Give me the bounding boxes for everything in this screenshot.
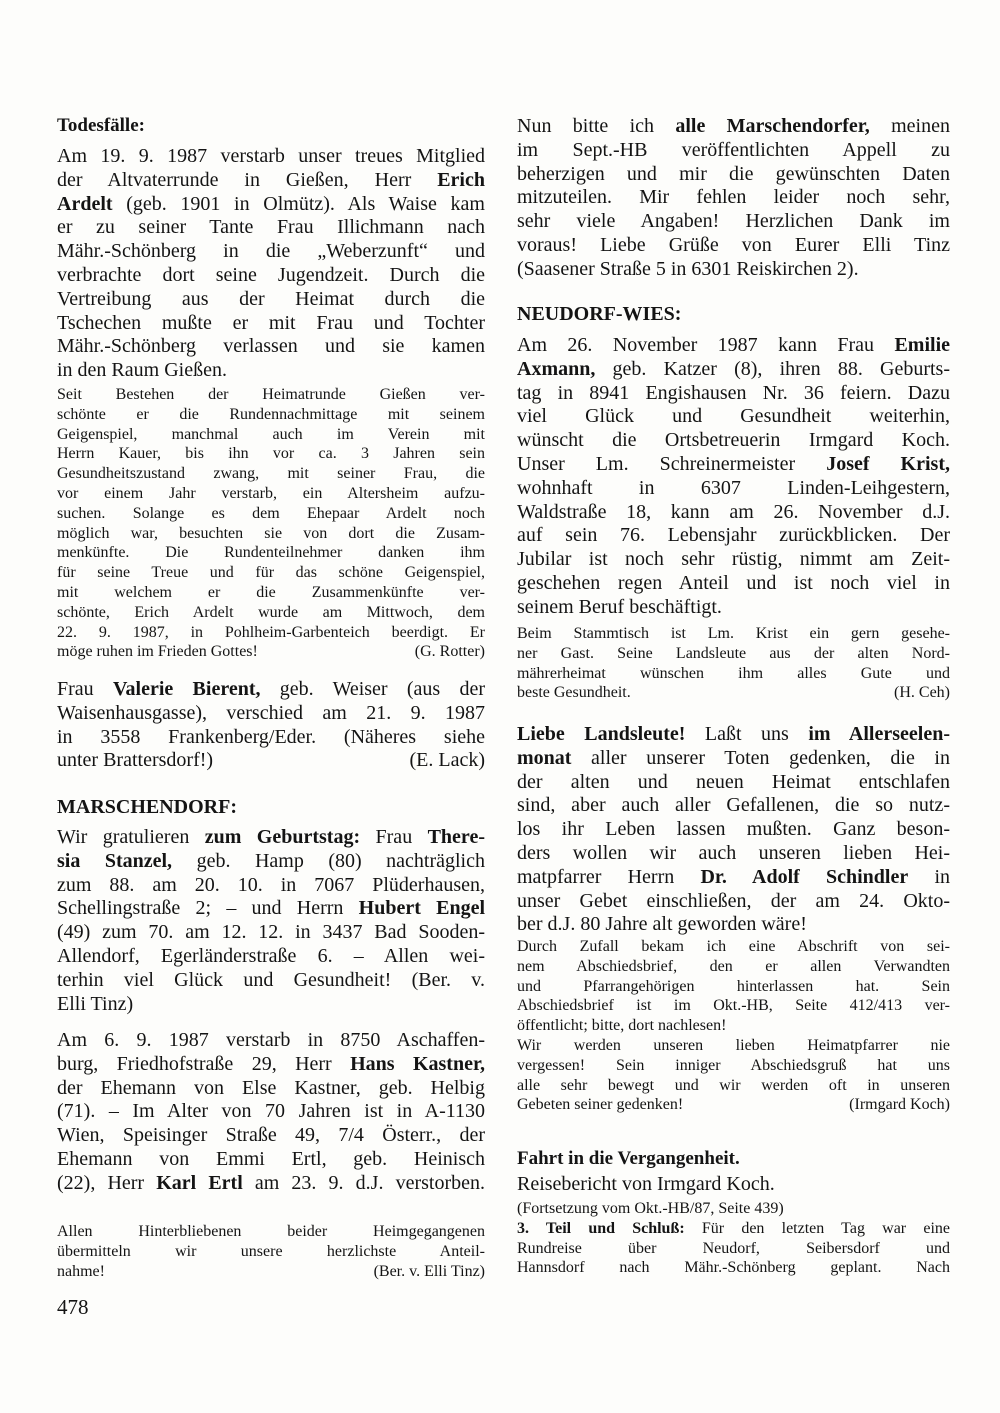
text-run: Rundreise über Neudorf, Seibersdorf und (517, 1239, 950, 1257)
text-run: Für den letzten Tag war eine (684, 1219, 950, 1237)
text-line (57, 921, 485, 945)
text-run: Tschechen mußte er mit Frau und Tochter (57, 311, 485, 334)
paragraph-fortsetzung (517, 1199, 950, 1278)
text-line (57, 216, 485, 240)
text-run: Wir gratulieren (57, 826, 205, 848)
bold-text-run: monat (517, 746, 572, 769)
text-line (517, 1199, 950, 1219)
text-run: nahme! (57, 1262, 105, 1280)
text-run: mit welchem er die Zusammenkünfte ver- (57, 583, 485, 601)
text-run: (Saasener Straße 5 in 6301 Reiskirchen 2). (517, 257, 859, 280)
text-run: Allendorf, Egerländerstraße 6. – Allen wei- (57, 944, 485, 967)
text-line (517, 334, 950, 358)
text-run: Am 6. 9. 1987 verstarb in 8750 Aschaffen- (57, 1029, 485, 1051)
text-line (517, 1036, 950, 1056)
text-run: öffentlicht; bitte, dort nachlesen! (517, 1017, 727, 1035)
text-run: Unser Lm. Schreinermeister (517, 452, 827, 475)
text-run: verbrachte dort seine Jugendzeit. Durch die (57, 263, 485, 286)
text-run: sehr viele Angaben! Herzlichen Dank im (517, 210, 950, 233)
text-line (57, 1029, 485, 1053)
text-run: ders wollen wir auch unseren lieben Hei- (517, 841, 950, 864)
text-line (57, 425, 485, 445)
paragraph-hinterbliebenen (57, 1222, 485, 1281)
section-heading-marschendorf: MARSCHENDORF: (57, 796, 237, 818)
bold-text-run: zum Geburtstag: (204, 826, 361, 848)
text-run: (22), Herr (57, 1171, 157, 1194)
text-run: beherzigen und mir die gewünschten Daten (517, 162, 950, 185)
text-line (57, 524, 485, 544)
text-run: Beim Stammtisch ist Lm. Krist ein gern gesehe- (517, 625, 950, 642)
text-line (57, 444, 485, 464)
text-line (57, 484, 485, 504)
bold-text-run: sia Stanzel, (57, 849, 173, 872)
text-run: unter Brattersdorf!) (57, 749, 214, 772)
section-heading-todesfaelle: Todesfälle: (57, 115, 145, 136)
text-run: geschehen regen Anteil und ist noch viel in (517, 571, 950, 594)
text-line (517, 210, 950, 234)
bold-text-run: Hubert Engel (358, 897, 485, 920)
bold-text-run: Valerie Bierent, (112, 678, 261, 700)
text-run: möge ruhen im Frieden Gottes! (57, 643, 258, 661)
text-run: schönte, Erich Ardelt wurde am Mittwoch, dem (57, 603, 485, 621)
text-run: in (908, 865, 950, 888)
text-run: übermitteln wir unsere herzlichste Anteil- (57, 1242, 485, 1260)
text-line (517, 163, 950, 187)
text-line (517, 683, 950, 703)
text-run: sind, aber auch aller Gefallenen, die so nutz- (517, 794, 950, 817)
text-line (57, 464, 485, 484)
text-line (57, 726, 485, 750)
text-run: vergessen! Sein inniger Abschiedsgruß hat uns (517, 1056, 950, 1074)
text-line (517, 139, 950, 163)
text-line (517, 429, 950, 453)
text-line (517, 977, 950, 997)
text-line (517, 794, 950, 818)
bold-text-run: Ardelt (57, 192, 113, 215)
text-run: in den Raum Gießen. (57, 359, 227, 382)
paragraph-stammtisch (517, 624, 950, 703)
text-run: burg, Friedhofstraße 29, Herr (57, 1052, 351, 1075)
text-run: unser Gebet einschließen, der am 24. Okto- (517, 889, 950, 912)
text-line (517, 382, 950, 406)
text-line (517, 937, 950, 957)
text-run: tag in 8941 Engishausen Nr. 36 feiern. Dazu (517, 381, 950, 404)
text-run: möglich war, besuchten sie von dort die Zusam- (57, 524, 485, 542)
text-run: in 3558 Frankenberg/Eder. (Näheres siehe (57, 725, 485, 748)
text-run: viel Glück und Gesundheit weiterhin, (517, 405, 950, 428)
text-run: mährerheimat wünschen ihm alles Gute und (517, 664, 950, 682)
paragraph-geburtstag (57, 826, 485, 1016)
text-line (517, 1258, 950, 1278)
text-run: los ihr Leben lassen mußten. Ganz beson- (517, 818, 950, 841)
text-line (517, 996, 950, 1016)
bold-text-run: im Allerseelen- (808, 723, 950, 745)
text-line (57, 240, 485, 264)
text-line (57, 169, 485, 193)
text-run: (71). – Im Alter von 70 Jahren ist in A-1130 (57, 1100, 485, 1123)
text-line (517, 477, 950, 501)
section-heading-neudorf-wies: NEUDORF-WIES: (517, 303, 682, 325)
text-run: Wir werden unseren lieben Heimatpfarrer nie (517, 1036, 950, 1054)
attribution: (H. Ceh) (894, 684, 950, 702)
text-line (57, 993, 485, 1017)
text-line (517, 524, 950, 548)
text-line (57, 603, 485, 623)
text-run: Elli Tinz) (57, 992, 134, 1015)
text-run: (49) zum 70. am 12. 12. in 3437 Bad Sooden- (57, 921, 485, 944)
text-line (57, 563, 485, 583)
text-line (517, 913, 950, 937)
text-line (517, 358, 950, 382)
text-run: alle sehr bewegt und wir werden oft in unseren (517, 1076, 950, 1094)
text-run: Gebeten seiner gedenken! (517, 1096, 684, 1114)
attribution: (E. Lack) (409, 749, 485, 772)
text-line (517, 572, 950, 596)
text-run: (geb. 1901 in Olmütz). Als Waise kam (112, 192, 485, 215)
text-line (57, 678, 485, 702)
text-run: nem Abschiedsbrief, den er allen Verwandten (517, 957, 950, 975)
text-run: Am 26. November 1987 kann Frau (517, 334, 895, 356)
text-line (517, 664, 950, 684)
bold-text-run: Liebe Landsleute! (517, 723, 686, 745)
text-line (57, 749, 485, 773)
text-line (517, 890, 950, 914)
text-line (57, 1053, 485, 1077)
text-line (57, 702, 485, 726)
text-run: terhin viel Glück und Gesundheit! (Ber. v. (57, 968, 485, 991)
text-line (517, 548, 950, 572)
text-run: matpfarrer Herrn (517, 865, 701, 888)
text-run: Am 19. 9. 1987 verstarb unser treues Mitglied (57, 145, 485, 167)
text-run: Abschiedsbrief ist im Okt.-HB, Seite 412/413 ver- (517, 997, 950, 1015)
text-run: Vertreibung aus der Heimat durch die (57, 287, 485, 310)
paragraph-marschendorfer-appell (517, 115, 950, 282)
attribution: (Ber. v. Elli Tinz) (373, 1262, 485, 1280)
text-run: Jubilar ist noch sehr rüstig, nimmt am Zeit- (517, 548, 950, 571)
text-line (57, 543, 485, 563)
text-run: für seine Treue und für das schöne Geigenspiel, (57, 564, 485, 582)
text-line (57, 385, 485, 405)
text-line (57, 1242, 485, 1262)
text-line (517, 723, 950, 747)
text-line (57, 945, 485, 969)
text-run: geb. Hamp (80) nachträglich (172, 849, 485, 872)
text-run: Nun bitte ich (517, 115, 676, 137)
text-run: Laßt uns (685, 723, 809, 745)
text-run: Herrn Kauer, bis ihn vor ca. 3 Jahren sein (57, 445, 485, 463)
text-line (57, 583, 485, 603)
text-line (517, 1056, 950, 1076)
bold-text-run: Hans Kastner, (350, 1052, 485, 1075)
text-run: vor einem Jahr verstarb, ein Altersheim aufzu- (57, 484, 485, 502)
bold-text-run: Erich (437, 168, 485, 191)
text-line (57, 826, 485, 850)
text-line (517, 1016, 950, 1036)
text-line (57, 1100, 485, 1124)
paragraph-valerie-bierent (57, 678, 485, 773)
text-run: er zu seiner Tante Frau Illichmann nach (57, 216, 485, 239)
text-run: Frau (57, 678, 113, 700)
paragraph-abschiedsbrief (517, 937, 950, 1115)
text-run: ber d.J. 80 Jahre alt geworden wäre! (517, 913, 807, 936)
text-line (57, 642, 485, 662)
text-run: der Altvaterrunde in Gießen, Herr (57, 168, 438, 191)
text-run: menkünfte. Die Rundenteilnehmer danken ihm (57, 544, 485, 562)
text-line (517, 644, 950, 664)
text-line (57, 145, 485, 169)
text-line (517, 866, 950, 890)
attribution: (Irmgard Koch) (849, 1096, 950, 1114)
text-line (517, 501, 950, 525)
text-line (57, 1124, 485, 1148)
text-line (517, 405, 950, 429)
paragraph-heimatrunde-giessen (57, 385, 485, 662)
text-run: meinen (869, 115, 950, 137)
text-line (57, 1077, 485, 1101)
text-run: Wien, Speisinger Straße 49, 7/4 Österr., der (57, 1124, 485, 1147)
text-run: beste Gesundheit. (517, 684, 631, 702)
text-line (57, 1148, 485, 1172)
text-run: Waldstraße 18, kann am 26. November d.J. (517, 500, 950, 523)
section-heading-fahrt: Fahrt in die Vergangenheit. (517, 1148, 740, 1169)
text-line (57, 969, 485, 993)
text-line (517, 115, 950, 139)
text-run: der alten und neuen Heimat entschlafen (517, 770, 950, 793)
text-line (517, 771, 950, 795)
text-line (517, 453, 950, 477)
text-line (517, 842, 950, 866)
bold-text-run: 3. Teil und Schluß: (517, 1219, 685, 1237)
text-line (57, 193, 485, 217)
text-run: am 23. 9. d.J. verstorben. (242, 1171, 485, 1194)
text-run: mitzuteilen. Mir fehlen leider noch sehr, (517, 186, 950, 209)
text-line (57, 405, 485, 425)
text-run: Allen Hinterbliebenen beider Heimgegangenen (57, 1223, 485, 1240)
bold-text-run: There- (427, 826, 485, 848)
text-line (517, 1076, 950, 1096)
text-run: schönte er die Rundennachmittage mit seinem (57, 405, 485, 423)
text-line (57, 264, 485, 288)
text-line (57, 504, 485, 524)
text-line (57, 288, 485, 312)
text-run: geb. Weiser (aus der (260, 678, 485, 700)
text-line (57, 312, 485, 336)
text-line (517, 234, 950, 258)
text-line (517, 1239, 950, 1259)
text-run: Durch Zufall bekam ich eine Abschrift von sei- (517, 938, 950, 955)
text-run: Seit Bestehen der Heimatrunde Gießen ver- (57, 386, 485, 403)
text-line (517, 957, 950, 977)
text-run: Ehemann von Emmi Ertl, geb. Heinisch (57, 1147, 485, 1170)
bold-text-run: alle Marschendorfer, (675, 115, 870, 137)
bold-text-run: Emilie (894, 334, 950, 356)
text-run: ner Gast. Seine Landsleute aus der alten Nord- (517, 644, 950, 662)
paragraph-emilie-axmann (517, 334, 950, 620)
text-run: Schellingstraße 2; – und Herrn (57, 897, 359, 920)
bold-text-run: Axmann, (517, 357, 596, 380)
text-run: aller unserer Toten gedenken, die in (571, 746, 950, 769)
bold-text-run: Dr. Adolf Schindler (700, 865, 909, 888)
text-run: Mähr.-Schönberg in die „Weberzunft“ und (57, 240, 485, 263)
text-line (57, 850, 485, 874)
page-number: 478 (57, 1295, 89, 1319)
text-run: voraus! Liebe Grüße von Eurer Elli Tinz (517, 233, 950, 256)
text-run: auf sein 76. Lebensjahr zurückblicken. Der (517, 524, 950, 547)
text-run: Frau (360, 826, 428, 848)
text-run: Geigenspiel, manchmal auch im Verein mit (57, 425, 485, 443)
text-line (517, 258, 950, 282)
text-run: der Ehemann von Else Kastner, geb. Helbig (57, 1076, 485, 1099)
text-line (517, 818, 950, 842)
text-run: suchen. Solange es dem Ehepaar Ardelt noch (57, 504, 485, 522)
text-line (517, 1219, 950, 1239)
text-line (57, 1172, 485, 1196)
text-run: und Pfarrangehörigen hinterlassen hat. Sein (517, 977, 950, 995)
text-line (517, 186, 950, 210)
paragraph-hans-kastner (57, 1029, 485, 1196)
text-run: wohnhaft in 6307 Linden-Leihgestern, (517, 476, 950, 499)
bold-text-run: Josef Krist, (826, 452, 950, 475)
text-line (57, 897, 485, 921)
text-line (517, 624, 950, 644)
text-run: Gesundheitszustand zwang, mit seiner Frau, die (57, 465, 485, 483)
text-line (57, 359, 485, 383)
text-run: Mähr.-Schönberg verlassen und sie kamen (57, 335, 485, 358)
text-line (57, 1262, 485, 1282)
text-run: Hannsdorf nach Mähr.-Schönberg geplant. Nach (517, 1259, 950, 1277)
text-line (517, 596, 950, 620)
text-line (517, 1095, 950, 1115)
text-run: (Fortsetzung vom Okt.-HB/87, Seite 439) (517, 1200, 784, 1217)
text-run: Waisenhausgasse), verschied am 21. 9. 1987 (57, 701, 485, 724)
paragraph-erich-ardelt (57, 145, 485, 383)
text-line (517, 747, 950, 771)
text-run: seinem Beruf beschäftigt. (517, 595, 722, 618)
text-run: wünscht die Ortsbetreuerin Irmgard Koch. (517, 429, 950, 452)
text-run: im Sept.-HB veröffentlichten Appell zu (517, 138, 950, 161)
subtitle-reisebericht: Reisebericht von Irmgard Koch. (517, 1173, 775, 1195)
paragraph-liebe-landsleute (517, 723, 950, 937)
text-line (57, 623, 485, 643)
text-run: geb. Katzer (8), ihren 88. Geburts- (595, 357, 950, 380)
bold-text-run: Karl Ertl (156, 1171, 243, 1194)
text-line (57, 1222, 485, 1242)
text-run: zum 88. am 20. 10. in 7067 Plüderhausen, (57, 873, 485, 896)
text-line (57, 874, 485, 898)
attribution: (G. Rotter) (414, 643, 485, 661)
text-run: 22. 9. 1987, in Pohlheim-Garbenteich beerdigt. Er (57, 623, 485, 641)
text-line (57, 335, 485, 359)
